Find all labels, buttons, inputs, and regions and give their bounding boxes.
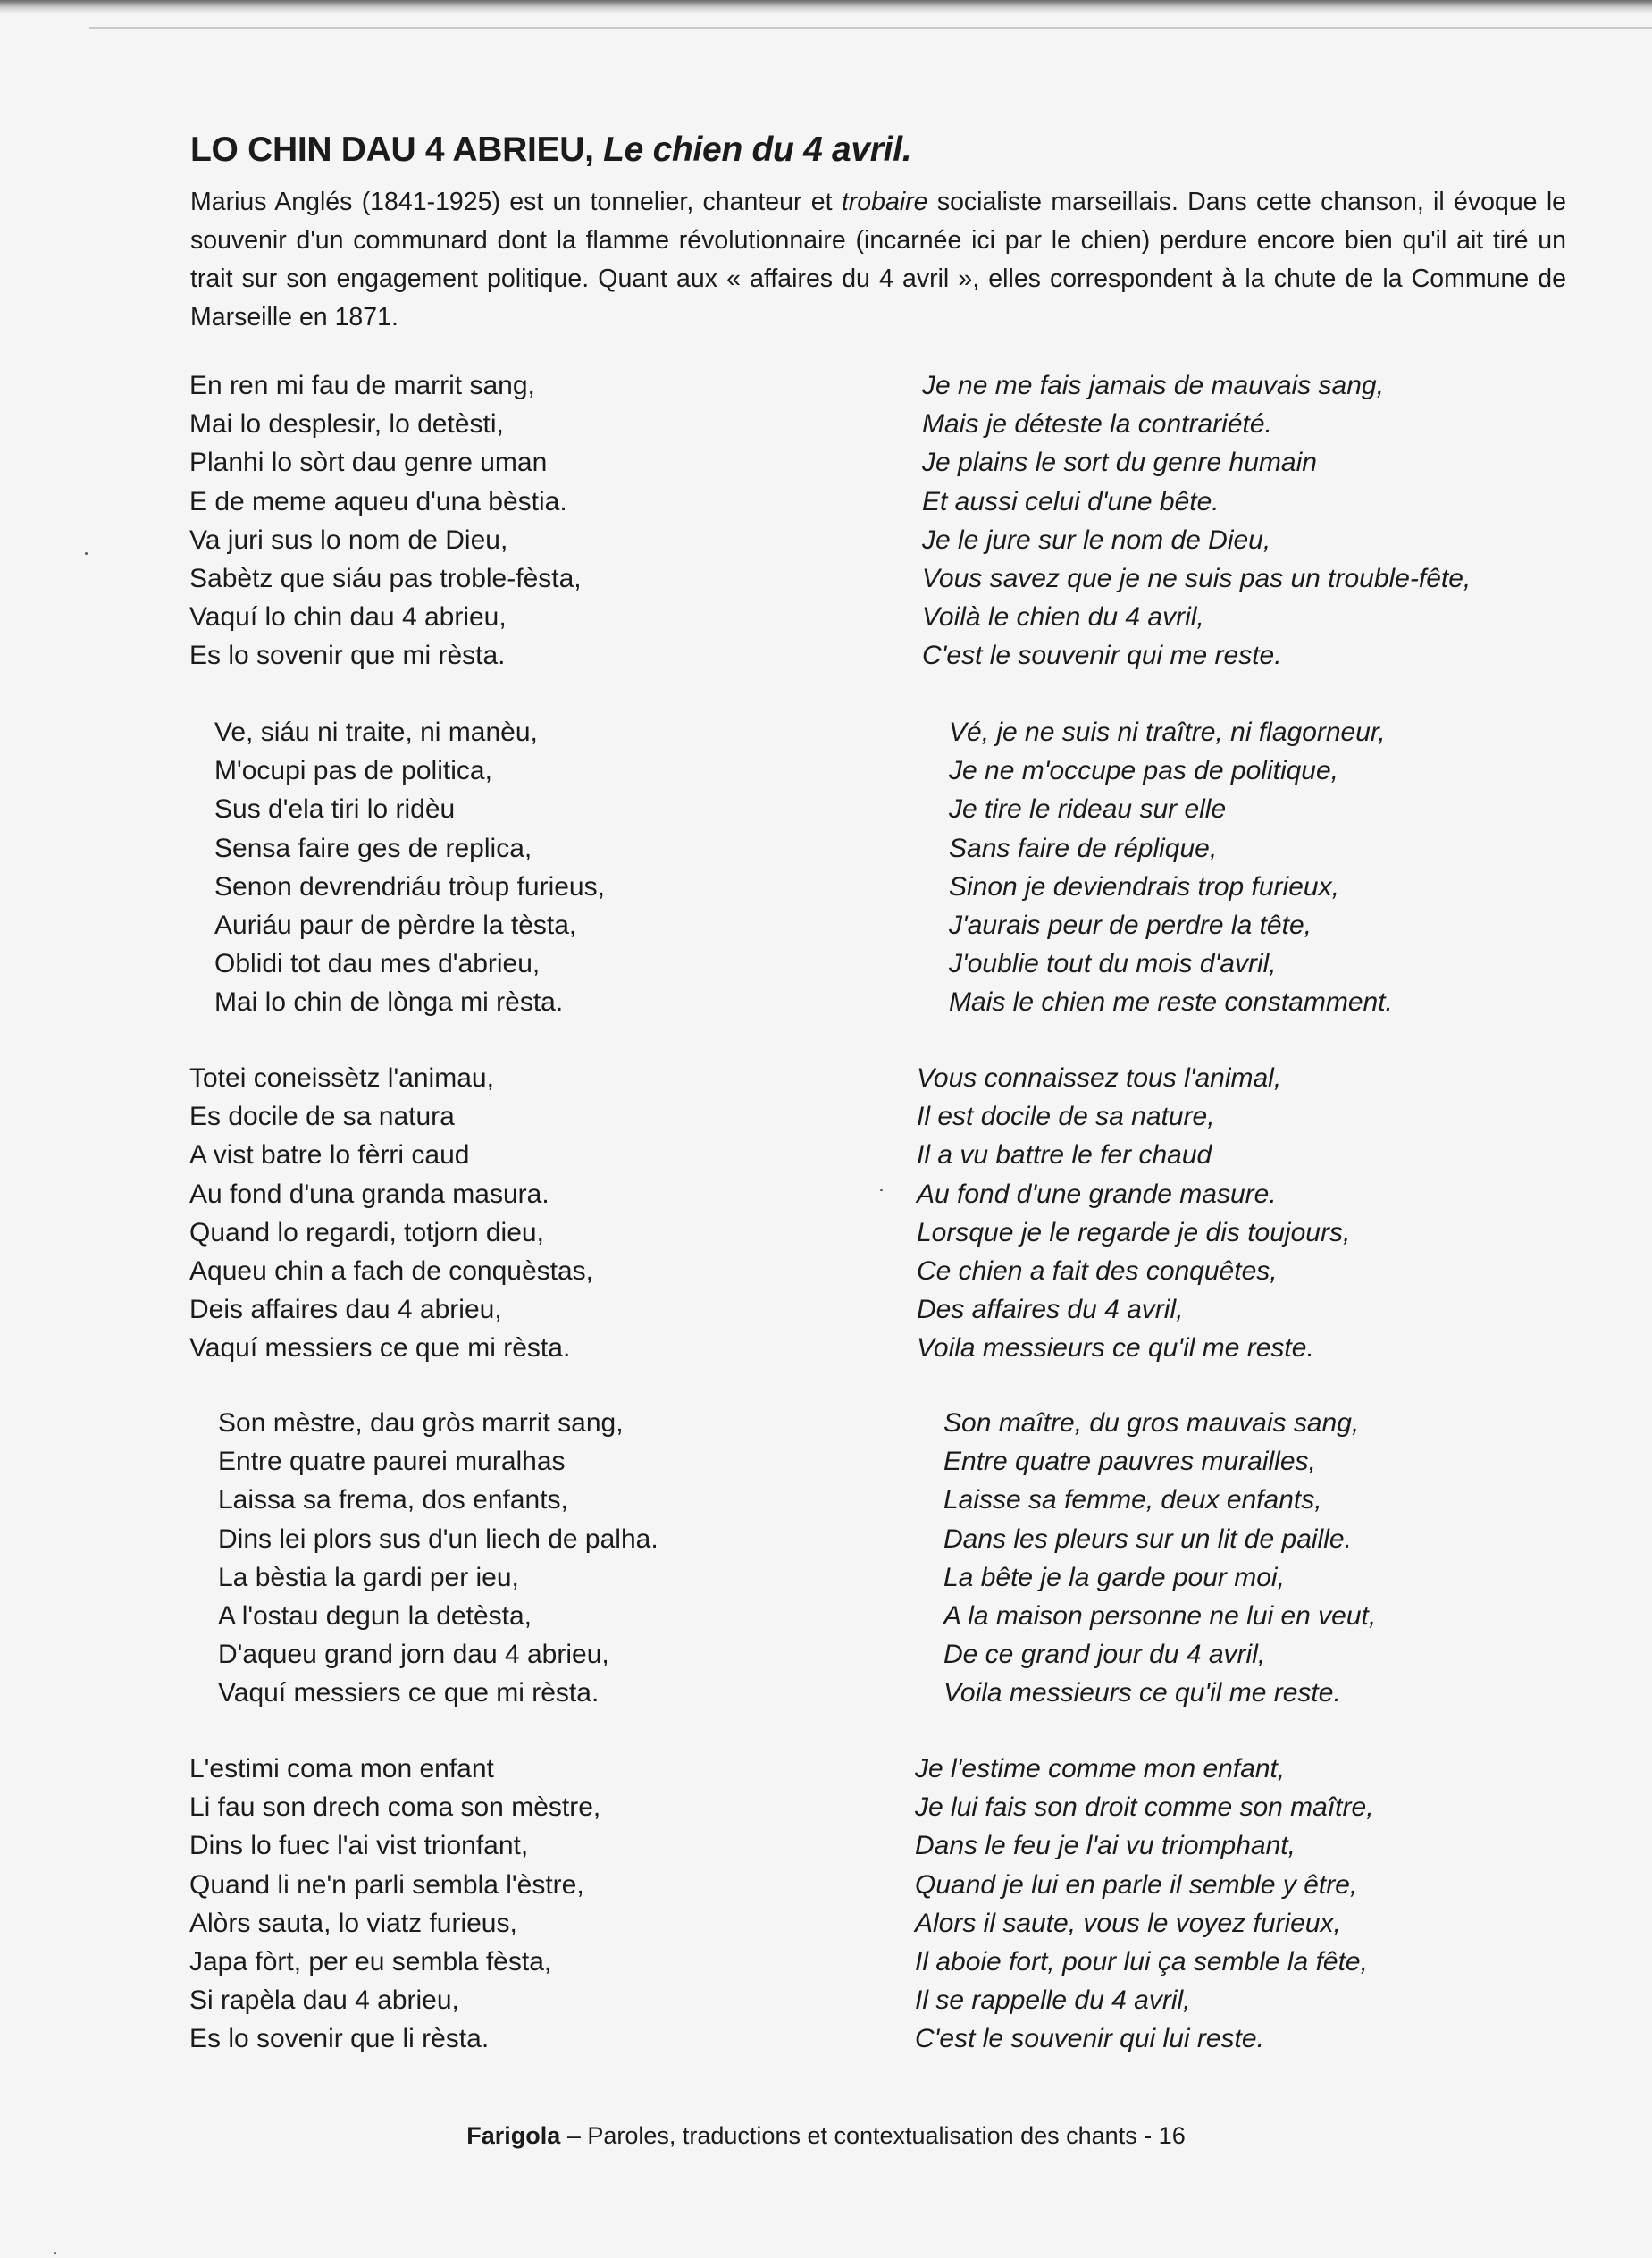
lyric-line: Il aboie fort, pour lui ça semble la fête, — [915, 1946, 1368, 1977]
lyric-line: Japa fòrt, per eu sembla fèsta, — [189, 1946, 552, 1977]
lyric-line: Son maître, du gros mauvais sang, — [943, 1408, 1360, 1438]
stanza-3 — [917, 1059, 1350, 1368]
lyric-line: Mais je déteste la contrariété. — [922, 409, 1272, 440]
lyric-line: Vaquí messiers ce que mi rèsta. — [218, 1678, 600, 1708]
intro-text-start: Marius Anglés (1841-1925) est un tonnelier, chanteur et — [190, 188, 833, 216]
lyric-line: Quand lo regardi, totjorn dieu, — [189, 1217, 544, 1247]
lyric-line: Je ne m'occupe pas de politique, — [949, 756, 1339, 786]
lyric-line: Senon devrendriáu tròup furieus, — [214, 871, 605, 902]
lyric-line: A vist batre lo fèrri caud — [189, 1140, 470, 1171]
lyric-line: Vaquí messiers ce que mi rèsta. — [189, 1333, 571, 1364]
lyric-line: Alors il saute, vous le voyez furieux, — [915, 1908, 1341, 1938]
lyric-line: Vé, je ne suis ni traître, ni flagorneur, — [949, 718, 1386, 747]
footer-brand: Farigola — [466, 2122, 561, 2149]
lyric-line: Totei coneissètz l'animau, — [189, 1063, 494, 1093]
scan-speck — [880, 1189, 883, 1191]
song-title-french: Le chien du 4 avril. — [603, 130, 912, 169]
lyric-line: Voila messieurs ce qu'il me reste. — [917, 1333, 1314, 1364]
lyric-line: Mai lo chin de lònga mi rèsta. — [214, 987, 564, 1018]
lyric-line: Ve, siáu ni traite, ni manèu, — [214, 718, 538, 747]
lyric-line: Dins lei plors sus d'un liech de palha. — [218, 1524, 658, 1554]
lyric-line: Deis affaires dau 4 abrieu, — [189, 1295, 502, 1325]
lyric-line: Son mèstre, dau gròs marrit sang, — [218, 1408, 624, 1438]
stanza-5 — [915, 1750, 1374, 2059]
lyric-line: Voilà le chien du 4 avril, — [922, 602, 1204, 633]
lyric-line: Quand je lui en parle il semble y être, — [915, 1869, 1358, 1900]
lyric-line: Entre quatre pauvres murailles, — [943, 1447, 1316, 1477]
lyric-line: La bèstia la gardi per ieu, — [218, 1562, 519, 1592]
scan-speck — [54, 2252, 56, 2254]
lyric-line: Laisse sa femme, deux enfants, — [943, 1485, 1322, 1515]
lyric-line: L'estimi coma mon enfant — [189, 1754, 494, 1784]
intro-emphasis: trobaire — [841, 188, 928, 216]
lyric-line: Dans le feu je l'ai vu triomphant, — [915, 1831, 1296, 1861]
lyric-line: Mais le chien me reste constamment. — [949, 987, 1393, 1018]
lyric-line: La bête je la garde pour moi, — [943, 1562, 1285, 1592]
lyric-line: Vous savez que je ne suis pas un trouble-fête, — [922, 563, 1472, 593]
lyric-line: Oblidi tot dau mes d'abrieu, — [214, 949, 541, 979]
lyric-line: Je tire le rideau sur elle — [949, 794, 1227, 825]
lyric-line: Sensa faire ges de replica, — [214, 833, 532, 863]
lyric-line: Mai lo desplesir, lo detèsti, — [189, 409, 504, 440]
lyric-line: Quand li ne'n parli sembla l'èstre, — [189, 1869, 584, 1900]
lyric-line: Es lo sovenir que li rèsta. — [189, 2024, 490, 2054]
lyric-line: A l'ostau degun la detèsta, — [218, 1600, 532, 1631]
intro-text-end: socialiste marseillais. Dans cette chanson, il évoque le souvenir d'un communard dont la flamme révolutionnaire (incarnée ici par le chien) perdure encore bien qu'il ait tiré un trait sur son engagement politique. Quant aux « affaires du 4 avril », elles correspondent à la chute de la Commune de Marseille en 1871. — [190, 188, 1567, 332]
lyric-line: Vaquí lo chin dau 4 abrieu, — [189, 602, 507, 633]
lyric-line: C'est le souvenir qui lui reste. — [915, 2024, 1264, 2054]
lyric-line: Sans faire de réplique, — [949, 833, 1218, 863]
stanza-2 — [949, 713, 1393, 1022]
lyric-line: Si rapèla dau 4 abrieu, — [189, 1985, 459, 2016]
stanza-4 — [218, 1404, 658, 1713]
lyric-line: Il est docile de sa nature, — [917, 1102, 1215, 1132]
lyric-line: J'oublie tout du mois d'avril, — [949, 949, 1277, 979]
lyric-line: Vous connaissez tous l'animal, — [917, 1063, 1282, 1093]
lyric-line: En ren mi fau de marrit sang, — [189, 371, 535, 400]
lyric-line: Aqueu chin a fach de conquèstas, — [189, 1255, 593, 1286]
lyric-line: Je ne me fais jamais de mauvais sang, — [922, 371, 1384, 400]
lyric-line: Sabètz que siáu pas troble-fèsta, — [189, 563, 582, 593]
lyric-line: Laissa sa frema, dos enfants, — [218, 1485, 568, 1515]
lyric-line: Ce chien a fait des conquêtes, — [917, 1255, 1278, 1286]
stanza-2 — [214, 713, 605, 1022]
page-footer — [0, 2122, 1652, 2150]
lyric-line: Alòrs sauta, lo viatz furieus, — [189, 1908, 517, 1938]
scan-speck — [85, 552, 88, 555]
lyric-line: E de meme aqueu d'una bèstia. — [189, 486, 567, 516]
stanza-5 — [189, 1750, 600, 2059]
lyric-line: Lorsque je le regarde je dis toujours, — [917, 1217, 1351, 1247]
lyric-line: Sus d'ela tiri lo ridèu — [214, 794, 456, 825]
lyric-line: Dins lo fuec l'ai vist trionfant, — [189, 1831, 529, 1861]
lyric-line: Il a vu battre le fer chaud — [917, 1140, 1212, 1171]
lyric-line: Planhi lo sòrt dau genre uman — [189, 448, 548, 478]
stanza-4 — [943, 1404, 1376, 1713]
lyric-line: C'est le souvenir qui me reste. — [922, 641, 1282, 671]
song-title — [190, 130, 911, 170]
lyric-line: A la maison personne ne lui en veut, — [943, 1600, 1377, 1631]
lyric-line: Sinon je deviendrais trop furieux, — [949, 871, 1339, 902]
lyric-line: Au fond d'una granda masura. — [189, 1179, 549, 1209]
stanza-1 — [922, 366, 1471, 676]
song-title-occitan: LO CHIN DAU 4 ABRIEU, — [190, 130, 594, 169]
stanza-1 — [189, 366, 582, 676]
lyric-line: Je l'estime comme mon enfant, — [915, 1754, 1286, 1784]
footer-text: – Paroles, traductions et contextualisation des chants - 16 — [560, 2122, 1186, 2149]
lyric-line: Es lo sovenir que mi rèsta. — [189, 641, 506, 671]
lyric-line: Je le jure sur le nom de Dieu, — [922, 525, 1271, 555]
stanza-3 — [189, 1059, 593, 1368]
lyric-line: Des affaires du 4 avril, — [917, 1295, 1184, 1325]
lyric-line: Et aussi celui d'une bête. — [922, 486, 1220, 516]
lyric-line: Li fau son drech coma son mèstre, — [189, 1792, 601, 1823]
lyric-line: Je lui fais son droit comme son maître, — [915, 1792, 1374, 1823]
lyric-line: J'aurais peur de perdre la tête, — [949, 910, 1312, 940]
lyric-line: De ce grand jour du 4 avril, — [943, 1640, 1266, 1670]
lyric-line: Es docile de sa natura — [189, 1102, 455, 1132]
lyric-line: Va juri sus lo nom de Dieu, — [189, 525, 508, 555]
lyric-line: Je plains le sort du genre humain — [922, 448, 1317, 478]
intro-paragraph — [190, 183, 1566, 337]
lyric-line: D'aqueu grand jorn dau 4 abrieu, — [218, 1640, 609, 1670]
lyric-line: Dans les pleurs sur un lit de paille. — [943, 1524, 1352, 1554]
lyric-line: Voila messieurs ce qu'il me reste. — [943, 1678, 1341, 1708]
lyric-line: Entre quatre paurei muralhas — [218, 1447, 566, 1477]
lyric-line: Au fond d'une grande masure. — [917, 1179, 1277, 1209]
lyric-line: M'ocupi pas de politica, — [214, 756, 492, 786]
lyric-line: Auriáu paur de pèrdre la tèsta, — [214, 910, 577, 940]
lyric-line: Il se rappelle du 4 avril, — [915, 1985, 1191, 2016]
